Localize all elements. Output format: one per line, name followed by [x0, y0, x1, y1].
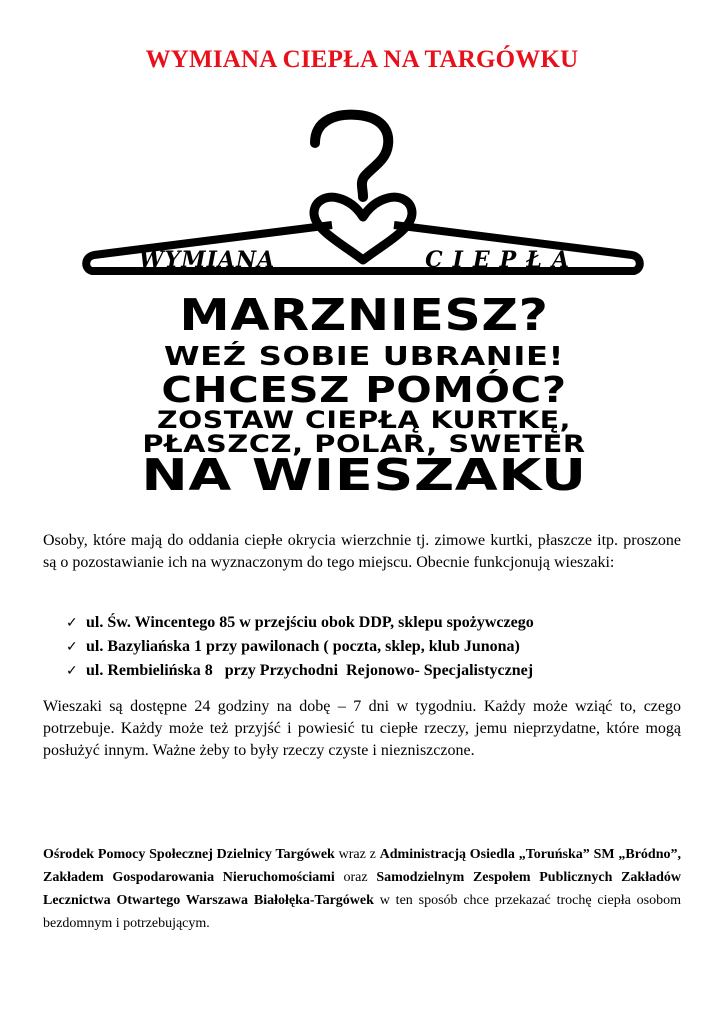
location-text: ul. Św. Wincentego 85 w przejściu obok DDP, sklepu spożywczego — [86, 614, 534, 631]
footer-org-administration: Administracją Osiedla „Toruńska” SM „Bródno”, Zakładem Gospodarowania Nieruchomościami — [43, 847, 682, 885]
poster-line-6: NA WIESZAKU — [141, 450, 587, 501]
location-item — [66, 635, 706, 659]
location-text: ul. Rembielińska 8 przy Przychodni Rejonowo- Specjalistycznej — [86, 662, 534, 679]
footer-text-1: wraz z — [334, 847, 380, 862]
availability-paragraph: Wieszaki są dostępne 24 godziny na dobę – 7 dni w tygodniu. Każdy może wziąć to, czego potrzebuje. Każdy może też przyjść i powiesić tu ciepłe rzeczy, jemu nieprzydatne, które mogą posłużyć innym. Ważne żeby to były rzeczy czyste i niezniszczone. — [43, 698, 681, 759]
location-item — [66, 611, 706, 635]
location-text: ul. Bazyliańska 1 przy pawilonach ( poczta, sklep, klub Junona) — [86, 638, 520, 655]
poster-line-2: WEŹ SOBIE UBRANIE! — [163, 342, 565, 372]
location-list — [66, 611, 706, 683]
hanger-hook — [315, 115, 388, 197]
location-item — [66, 659, 706, 683]
check-icon: ✓ — [66, 663, 78, 679]
check-icon: ✓ — [66, 615, 78, 631]
poster-line-1: MARZNIESZ? — [179, 290, 549, 341]
footer-org-healthcare: Samodzielnym Zespołem Publicznych Zakładów Lecznictwa Otwartego Warszawa Białołęka-Targówek — [43, 870, 682, 908]
page-title: WYMIANA CIEPŁA NA TARGÓWKU — [145, 46, 579, 73]
hanger-text-right: CIEPŁA — [425, 247, 579, 273]
check-icon: ✓ — [66, 639, 78, 655]
footer-org-ops: Ośrodek Pomocy Społecznej Dzielnicy Targówek — [43, 847, 335, 862]
footer-paragraph — [43, 843, 681, 935]
poster-line-3: CHCESZ POMÓC? — [161, 370, 567, 411]
footer-text-3: w ten sposób chce przekazać trochę ciepła osobom bezdomnym i potrzebującym. — [43, 893, 682, 931]
footer-text-2: oraz — [334, 870, 377, 885]
intro-paragraph: Osoby, które mają do oddania ciepłe okrycia wierzchnie tj. zimowe kurtki, płaszcze itp. proszone są o pozostawianie ich na wyznaczonym do tego miejscu. Obecnie funkcjonują wieszaki: — [43, 532, 681, 571]
hanger-text-left: WYMIANA — [138, 247, 276, 273]
poster-line-4: ZOSTAW CIEPŁĄ KURTKĘ, — [157, 406, 571, 434]
poster-line-5: PŁASZCZ, POLAR, SWETER — [142, 430, 586, 458]
